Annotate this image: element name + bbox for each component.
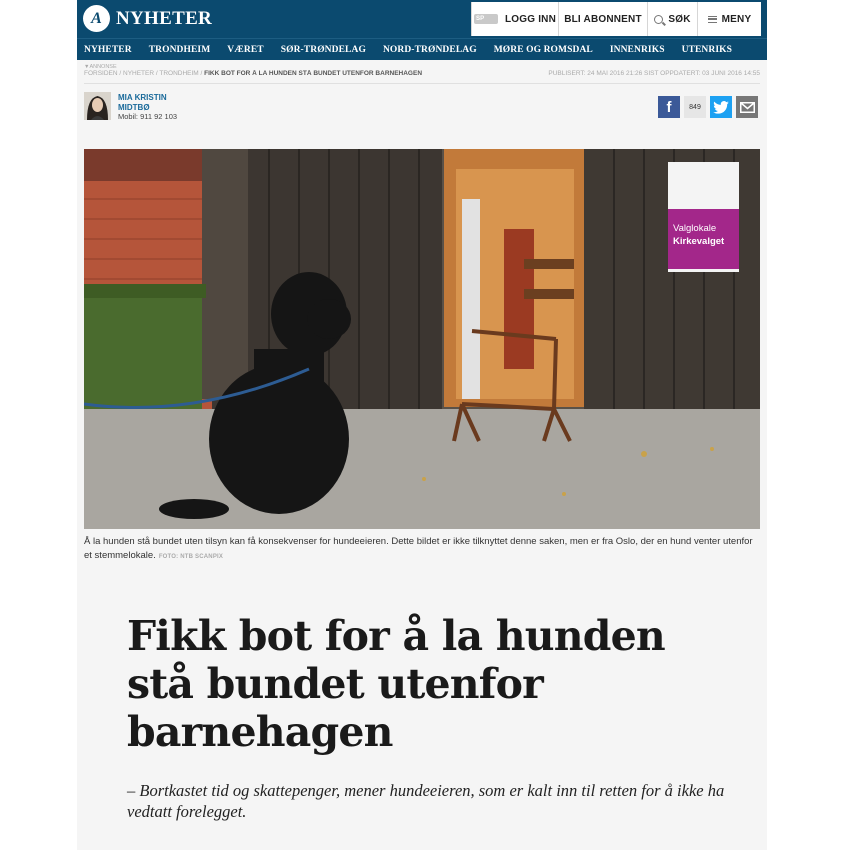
ad-label: ▼ANNONSE bbox=[84, 64, 117, 70]
article-headline: Fikk bot for å la hunden stå bundet utenfor barnehagen bbox=[127, 612, 665, 756]
subscribe-label: BLI ABONNENT bbox=[564, 13, 642, 25]
subscribe-button[interactable] bbox=[558, 2, 647, 36]
menu-label: MENY bbox=[721, 13, 752, 25]
author-last-name: MIDTBØ bbox=[118, 102, 150, 112]
author-avatar[interactable] bbox=[84, 92, 111, 120]
published-date: PUBLISERT: 24 MAI 2016 21:26 SIST OPPDATERT: 03 JUNI 2016 14:55 bbox=[548, 70, 760, 77]
header-actions bbox=[471, 2, 761, 36]
breadcrumb-current: FIKK BOT FOR Å LA HUNDEN STÅ BUNDET UTENFOR BARNEHAGEN bbox=[204, 70, 423, 77]
site-logo[interactable] bbox=[83, 5, 212, 32]
author-byline bbox=[118, 93, 188, 122]
sign-line-2: Kirkevalget bbox=[673, 236, 725, 247]
search-icon bbox=[654, 15, 663, 24]
nav-item-sor-trondelag[interactable]: SØR-TRØNDELAG bbox=[280, 44, 366, 55]
login-label: LOGG INN bbox=[504, 13, 557, 25]
breadcrumb-path[interactable]: FORSIDEN / NYHETER / TRONDHEIM / bbox=[84, 70, 203, 77]
adressa-logo-icon: A bbox=[83, 5, 110, 32]
nav-item-utenriks[interactable]: UTENRIKS bbox=[681, 44, 733, 55]
nav-item-trondheim[interactable]: TRONDHEIM bbox=[148, 44, 211, 55]
section-nav bbox=[77, 38, 767, 60]
author-phone: Mobil: 911 92 103 bbox=[118, 112, 178, 121]
share-buttons bbox=[654, 96, 758, 118]
site-name: NYHETER bbox=[116, 7, 213, 29]
top-header bbox=[77, 0, 767, 38]
caption-text: Å la hunden stå bundet uten tilsyn kan få konsekvenser for hundeeieren. Dette bildet er ikke tilknyttet denne saken, men er fra Oslo, der en hund venter utenfor et stemmelokale. bbox=[84, 536, 753, 561]
search-label: SØK bbox=[668, 13, 691, 25]
menu-button[interactable] bbox=[697, 2, 761, 36]
divider bbox=[84, 83, 760, 84]
breadcrumb-row bbox=[84, 70, 760, 80]
login-button[interactable] bbox=[471, 2, 558, 36]
nav-item-innenriks[interactable]: INNENRIKS bbox=[609, 44, 665, 55]
author-name[interactable] bbox=[118, 93, 188, 112]
share-count: 849 bbox=[684, 96, 706, 118]
facebook-icon[interactable]: f bbox=[658, 96, 680, 118]
mail-icon[interactable] bbox=[736, 96, 758, 118]
page bbox=[77, 0, 767, 850]
twitter-icon[interactable] bbox=[710, 96, 732, 118]
nav-item-nyheter[interactable]: NYHETER bbox=[84, 44, 132, 55]
photo-caption bbox=[84, 535, 760, 564]
photo-credit: FOTO: NTB SCANPIX bbox=[158, 553, 224, 560]
nav-item-more-og-romsdal[interactable]: MØRE OG ROMSDAL bbox=[493, 44, 593, 55]
sp-badge: SP bbox=[474, 14, 498, 24]
nav-item-nord-trondelag[interactable]: NORD-TRØNDELAG bbox=[382, 44, 477, 55]
nav-item-vaeret[interactable]: VÆRET bbox=[227, 44, 264, 55]
breadcrumb bbox=[84, 70, 422, 77]
dog-photo-illustration bbox=[84, 149, 760, 529]
article-photo[interactable] bbox=[84, 149, 760, 529]
article-lead: – Bortkastet tid og skattepenger, mener hundeeieren, som er kalt inn til retten for å ikke ha vedtatt forelegget. bbox=[127, 781, 725, 821]
hamburger-icon bbox=[708, 16, 717, 23]
author-first-name: MIA KRISTIN bbox=[118, 93, 167, 102]
search-button[interactable] bbox=[647, 2, 697, 36]
sign-line-1: Valglokale bbox=[673, 223, 717, 234]
